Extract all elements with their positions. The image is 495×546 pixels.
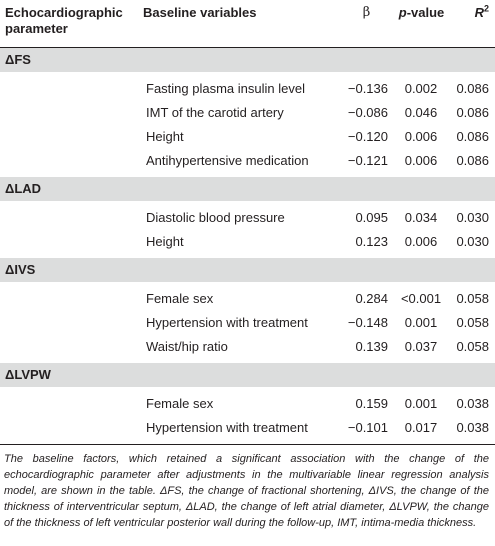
beta-cell: −0.148: [347, 315, 388, 330]
header-baseline-variables: Baseline variables: [138, 0, 340, 47]
p-value-cell: 0.017: [404, 420, 438, 435]
variable-cell: IMT of the carotid artery: [146, 105, 284, 120]
p-value-cell: <0.001: [400, 291, 442, 306]
p-value-cell: 0.001: [404, 315, 438, 330]
p-value-cell: 0.006: [404, 234, 438, 249]
table-footnote: The baseline factors, which retained a significant association with the change of the echocardiographic parameter after adjustments in the multivariable linear regression analysis model, are shown in the table. ΔFS, the change of fractional shortening, ΔIVS, the change of the thickness of interventricular septum, ΔLAD, the change of left atrial diameter, ΔLVPW, the change of the thickness of left ventricular posterior wall during the follow-up, IMT, intima-media thickness.: [4, 452, 489, 529]
table-row: [0, 125, 495, 149]
table-row: [0, 230, 495, 254]
p-value-cell: 0.006: [404, 129, 438, 144]
section-header-row: [0, 258, 495, 283]
header-p-value: [392, 0, 450, 47]
variable-cell: Hypertension with treatment: [146, 420, 308, 435]
param-cell: [0, 206, 138, 230]
r-squared-cell: 0.038: [456, 396, 489, 411]
r-squared-cell: 0.058: [456, 315, 489, 330]
p-value-cell: 0.002: [404, 81, 438, 96]
section-label: ΔLAD: [0, 177, 495, 202]
section-header-row: [0, 47, 495, 72]
r-squared-cell: 0.038: [456, 420, 489, 435]
header-r-squared: [450, 0, 495, 47]
p-value-cell: 0.006: [404, 153, 438, 168]
param-cell: [0, 230, 138, 254]
beta-cell: −0.101: [347, 420, 388, 435]
beta-cell: −0.121: [347, 153, 388, 168]
variable-cell: Female sex: [146, 291, 214, 306]
p-value-cell: 0.046: [404, 105, 438, 120]
header-echocardiographic-parameter: Echocardiographic parameter: [0, 0, 138, 47]
beta-cell: 0.159: [355, 396, 388, 411]
table-row: [0, 311, 495, 335]
beta-cell: 0.139: [355, 339, 388, 354]
header-r2-sup: 2: [483, 3, 489, 14]
table-row: [0, 149, 495, 173]
table-row: [0, 287, 495, 311]
table-row: [0, 206, 495, 230]
r-squared-cell: 0.058: [456, 291, 489, 306]
section-header-row: [0, 177, 495, 202]
variable-cell: Fasting plasma insulin level: [146, 81, 305, 96]
param-cell: [0, 287, 138, 311]
variable-cell: Antihypertensive medication: [146, 153, 309, 168]
param-cell: [0, 416, 138, 440]
variable-cell: Hypertension with treatment: [146, 315, 308, 330]
r-squared-cell: 0.086: [456, 129, 489, 144]
beta-cell: 0.284: [355, 291, 388, 306]
param-cell: [0, 335, 138, 359]
p-value-cell: 0.037: [404, 339, 438, 354]
param-cell: [0, 392, 138, 416]
param-cell: [0, 77, 138, 101]
beta-cell: −0.120: [347, 129, 388, 144]
variable-cell: Waist/hip ratio: [146, 339, 228, 354]
param-cell: [0, 101, 138, 125]
beta-cell: 0.123: [355, 234, 388, 249]
r-squared-cell: 0.030: [456, 210, 489, 225]
header-beta: β: [340, 0, 392, 47]
header-p-rest: -value: [406, 5, 445, 20]
r-squared-cell: 0.086: [456, 105, 489, 120]
p-value-cell: 0.001: [404, 396, 438, 411]
table-row: [0, 77, 495, 101]
header-r2-base: R: [474, 5, 484, 20]
header-p-italic: p: [398, 5, 407, 20]
table-header: [0, 0, 495, 47]
variable-cell: Height: [146, 129, 184, 144]
r-squared-cell: 0.086: [456, 153, 489, 168]
table-row: [0, 392, 495, 416]
r-squared-cell: 0.030: [456, 234, 489, 249]
table-row: [0, 101, 495, 125]
variable-cell: Diastolic blood pressure: [146, 210, 285, 225]
variable-cell: Height: [146, 234, 184, 249]
beta-cell: −0.136: [347, 81, 388, 96]
param-cell: [0, 149, 138, 173]
param-cell: [0, 125, 138, 149]
p-value-cell: 0.034: [404, 210, 438, 225]
variable-cell: Female sex: [146, 396, 214, 411]
beta-cell: 0.095: [355, 210, 388, 225]
r-squared-cell: 0.058: [456, 339, 489, 354]
section-label: ΔFS: [0, 47, 495, 72]
section-label: ΔIVS: [0, 258, 495, 283]
param-cell: [0, 311, 138, 335]
r-squared-cell: 0.086: [456, 81, 489, 96]
table-body: [0, 47, 495, 444]
section-label: ΔLVPW: [0, 363, 495, 388]
section-header-row: [0, 363, 495, 388]
table-row: [0, 335, 495, 359]
beta-cell: −0.086: [347, 105, 388, 120]
table-row: [0, 416, 495, 440]
